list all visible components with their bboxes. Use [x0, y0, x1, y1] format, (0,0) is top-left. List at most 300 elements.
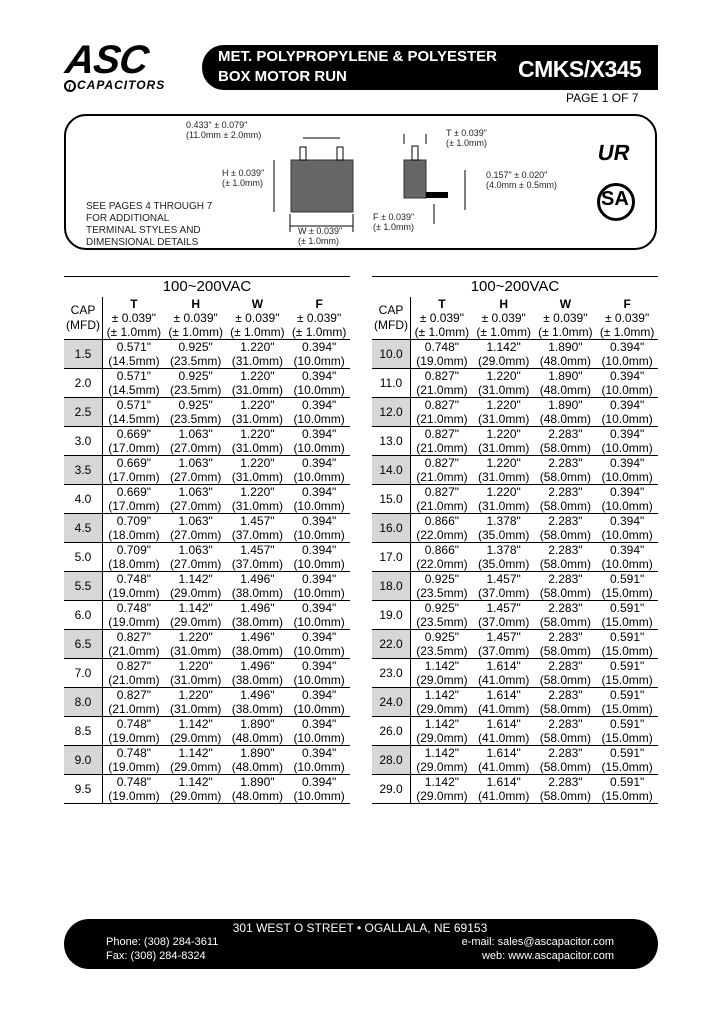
h-value-mm: (31.0mm) — [477, 412, 530, 426]
f-value-mm: (10.0mm) — [601, 383, 653, 397]
table-row — [64, 369, 350, 398]
t-value — [411, 717, 473, 746]
f-value-mm: (10.0mm) — [293, 789, 345, 803]
w-value — [535, 398, 597, 427]
w-value — [227, 746, 289, 775]
w-value — [535, 427, 597, 456]
cap-value: 1.5 — [64, 340, 103, 369]
logo-subtitle-text: CAPACITORS — [77, 78, 166, 92]
dim-height: H ± 0.039" (± 1.0mm) — [222, 168, 265, 188]
h-value — [165, 398, 227, 427]
w-value-mm: (31.0mm) — [231, 354, 284, 368]
w-value-in: 2.283" — [548, 717, 583, 731]
tol-in: ± 0.039" — [481, 311, 526, 325]
w-value-in: 1.890" — [548, 369, 583, 383]
f-value-mm: (10.0mm) — [293, 557, 345, 571]
h-value — [473, 514, 535, 543]
see-pages-note: SEE PAGES 4 THROUGH 7 FOR ADDITIONAL TERMINAL STYLES AND DIMENSIONAL DETAILS — [86, 201, 213, 248]
table-row — [372, 369, 658, 398]
footer-fax: Fax: (308) 284-8324 — [106, 950, 206, 962]
t-value — [103, 572, 165, 601]
f-value-in: 0.591" — [609, 572, 645, 586]
h-value — [165, 630, 227, 659]
t-value-in: 0.709" — [116, 514, 152, 528]
table-row — [372, 427, 658, 456]
t-value-mm: (19.0mm) — [108, 731, 160, 745]
table-row — [372, 485, 658, 514]
h-value-in: 1.142" — [178, 717, 213, 731]
w-value-in: 1.890" — [548, 398, 583, 412]
asc-logo-subtitle — [64, 78, 165, 92]
table-row — [372, 630, 658, 659]
f-value-mm: (10.0mm) — [293, 470, 345, 484]
h-value — [165, 688, 227, 717]
h-value-in: 1.220" — [486, 427, 521, 441]
t-value-in: 0.827" — [116, 630, 152, 644]
f-value — [596, 369, 658, 398]
table-row — [64, 398, 350, 427]
table-row — [372, 688, 658, 717]
t-value — [411, 514, 473, 543]
w-value — [535, 543, 597, 572]
w-value-mm: (58.0mm) — [539, 644, 592, 658]
t-value — [103, 601, 165, 630]
h-value-in: 1.142" — [178, 572, 213, 586]
cap-value: 16.0 — [372, 514, 411, 543]
f-value — [288, 514, 350, 543]
t-value-mm: (18.0mm) — [108, 528, 160, 542]
w-value-in: 1.496" — [240, 601, 275, 615]
w-value-mm: (31.0mm) — [231, 383, 284, 397]
h-value — [165, 659, 227, 688]
h-value — [165, 601, 227, 630]
f-value-in: 0.591" — [609, 688, 645, 702]
t-value-in: 0.866" — [424, 543, 460, 557]
w-value-mm: (58.0mm) — [539, 760, 592, 774]
h-value-in: 1.614" — [486, 746, 521, 760]
w-value — [227, 688, 289, 717]
h-value-in: 1.142" — [178, 746, 213, 760]
t-value-mm: (21.0mm) — [108, 644, 160, 658]
table-row — [64, 543, 350, 572]
table-row — [372, 572, 658, 601]
h-value-in: 0.925" — [178, 340, 213, 354]
h-value-mm: (31.0mm) — [477, 441, 530, 455]
f-value — [288, 746, 350, 775]
cap-value: 22.0 — [372, 630, 411, 659]
w-value-mm: (58.0mm) — [539, 586, 592, 600]
t-value-mm: (14.5mm) — [108, 383, 160, 397]
w-value-in: 1.890" — [240, 775, 275, 789]
f-value-in: 0.394" — [609, 485, 645, 499]
t-value-mm: (22.0mm) — [416, 528, 468, 542]
table-row — [372, 659, 658, 688]
f-value-in: 0.591" — [609, 717, 645, 731]
h-value-in: 1.614" — [486, 775, 521, 789]
f-value-in: 0.394" — [301, 746, 337, 760]
voltage-header: 100~200VAC — [64, 277, 350, 298]
w-value-mm: (48.0mm) — [231, 789, 284, 803]
h-value — [473, 688, 535, 717]
h-value-mm: (41.0mm) — [477, 731, 530, 745]
t-value-mm: (21.0mm) — [108, 673, 160, 687]
asc-logo: ASC — [62, 38, 151, 82]
table-row — [372, 601, 658, 630]
f-value-mm: (10.0mm) — [293, 644, 345, 658]
h-value — [165, 775, 227, 804]
t-value-mm: (19.0mm) — [108, 789, 160, 803]
w-value-in: 2.283" — [548, 456, 583, 470]
f-value-in: 0.394" — [301, 688, 337, 702]
w-value-in: 1.496" — [240, 659, 275, 673]
w-value-in: 1.496" — [240, 630, 275, 644]
w-value — [227, 659, 289, 688]
t-value — [411, 746, 473, 775]
dim-pin-spacing: F ± 0.039" (± 1.0mm) — [373, 212, 415, 232]
f-value-mm: (10.0mm) — [601, 528, 653, 542]
f-value-in: 0.394" — [301, 398, 337, 412]
f-value-mm: (15.0mm) — [601, 702, 653, 716]
h-value — [473, 572, 535, 601]
f-value — [288, 572, 350, 601]
f-value — [596, 514, 658, 543]
w-value — [535, 485, 597, 514]
t-value-in: 0.748" — [116, 572, 152, 586]
h-value-in: 1.142" — [178, 775, 213, 789]
title-line1: MET. POLYPROPYLENE & POLYESTER — [218, 48, 497, 65]
dimension-table-right — [372, 276, 658, 804]
f-value-in: 0.394" — [609, 369, 645, 383]
f-value — [596, 717, 658, 746]
w-value — [535, 572, 597, 601]
t-value-in: 1.142" — [424, 659, 460, 673]
w-value-in: 2.283" — [548, 572, 583, 586]
t-value — [103, 746, 165, 775]
w-value-in: 2.283" — [548, 688, 583, 702]
f-value-mm: (15.0mm) — [601, 731, 653, 745]
f-value-in: 0.591" — [609, 746, 645, 760]
dimension-table-left — [64, 276, 350, 804]
t-value-in: 0.827" — [424, 398, 460, 412]
w-value-mm: (48.0mm) — [539, 412, 592, 426]
h-value-mm: (31.0mm) — [169, 702, 222, 716]
cap-header — [372, 297, 411, 340]
w-value — [227, 427, 289, 456]
w-value-mm: (58.0mm) — [539, 528, 592, 542]
h-value-mm: (29.0mm) — [477, 354, 530, 368]
h-value-in: 1.220" — [178, 659, 213, 673]
tol-in: ± 0.039" — [173, 311, 218, 325]
w-value-mm: (37.0mm) — [231, 528, 284, 542]
t-value — [103, 456, 165, 485]
h-value — [473, 659, 535, 688]
f-value-mm: (10.0mm) — [293, 760, 345, 774]
w-value-mm: (38.0mm) — [231, 644, 284, 658]
table-row — [64, 659, 350, 688]
tol-mm: (± 1.0mm) — [291, 325, 347, 339]
cap-value: 12.0 — [372, 398, 411, 427]
t-value-mm: (23.5mm) — [416, 615, 468, 629]
f-value-in: 0.394" — [301, 485, 337, 499]
f-value — [288, 717, 350, 746]
w-value — [535, 340, 597, 369]
cap-value: 9.5 — [64, 775, 103, 804]
w-value-in: 2.283" — [548, 427, 583, 441]
w-value-mm: (38.0mm) — [231, 586, 284, 600]
f-value — [596, 456, 658, 485]
t-value-in: 1.142" — [424, 746, 460, 760]
w-value — [535, 659, 597, 688]
h-value-in: 1.220" — [486, 398, 521, 412]
h-value — [165, 746, 227, 775]
t-value-mm: (23.5mm) — [416, 644, 468, 658]
h-value-mm: (27.0mm) — [169, 499, 222, 513]
h-value-in: 1.220" — [486, 456, 521, 470]
t-value-mm: (17.0mm) — [108, 499, 160, 513]
t-value-in: 0.827" — [424, 427, 460, 441]
table-row — [372, 398, 658, 427]
tol-mm: (± 1.0mm) — [168, 325, 223, 339]
f-value-in: 0.394" — [301, 369, 337, 383]
h-value — [473, 427, 535, 456]
h-value-mm: (41.0mm) — [477, 673, 530, 687]
f-value-in: 0.394" — [301, 572, 337, 586]
w-value — [535, 775, 597, 804]
w-value-mm: (37.0mm) — [231, 557, 284, 571]
cap-value: 13.0 — [372, 427, 411, 456]
t-value-in: 1.142" — [424, 775, 460, 789]
w-value-mm: (58.0mm) — [539, 470, 592, 484]
w-value-mm: (48.0mm) — [539, 383, 592, 397]
voltage-header: 100~200VAC — [372, 277, 658, 298]
t-value-in: 1.142" — [424, 717, 460, 731]
t-value-mm: (22.0mm) — [416, 557, 468, 571]
h-value-in: 1.457" — [486, 572, 521, 586]
h-value — [473, 717, 535, 746]
h-value — [165, 456, 227, 485]
h-value-mm: (37.0mm) — [477, 586, 530, 600]
t-value-in: 0.925" — [424, 572, 460, 586]
h-value — [165, 369, 227, 398]
table-row — [64, 456, 350, 485]
w-value — [227, 340, 289, 369]
t-value — [103, 427, 165, 456]
cap-value: 5.0 — [64, 543, 103, 572]
h-value-mm: (41.0mm) — [477, 789, 530, 803]
f-value — [288, 369, 350, 398]
t-value-in: 1.142" — [424, 688, 460, 702]
w-value — [227, 775, 289, 804]
w-value-mm: (58.0mm) — [539, 615, 592, 629]
t-value-mm: (14.5mm) — [108, 412, 160, 426]
t-value — [411, 572, 473, 601]
w-value-in: 2.283" — [548, 630, 583, 644]
t-value — [103, 775, 165, 804]
t-value-mm: (21.0mm) — [416, 441, 468, 455]
f-value-in: 0.591" — [609, 601, 645, 615]
footer-web[interactable]: web: www.ascapacitor.com — [481, 950, 614, 962]
title-line2: BOX MOTOR RUN — [218, 68, 347, 85]
w-value — [535, 717, 597, 746]
f-value — [288, 543, 350, 572]
t-value-in: 0.827" — [424, 369, 460, 383]
h-value — [473, 775, 535, 804]
f-value — [596, 427, 658, 456]
w-value-in: 2.283" — [548, 601, 583, 615]
h-value-in: 1.220" — [486, 485, 521, 499]
h-value — [165, 543, 227, 572]
w-value-in: 1.220" — [240, 456, 275, 470]
h-value — [165, 717, 227, 746]
table-row — [372, 746, 658, 775]
w-value-in: 1.457" — [240, 543, 275, 557]
f-value-mm: (10.0mm) — [601, 441, 653, 455]
cap-value: 4.0 — [64, 485, 103, 514]
t-value-in: 0.866" — [424, 514, 460, 528]
h-value-in: 1.220" — [178, 688, 213, 702]
f-value — [596, 659, 658, 688]
cap-value: 10.0 — [372, 340, 411, 369]
f-value-mm: (10.0mm) — [601, 412, 653, 426]
cap-value: 15.0 — [372, 485, 411, 514]
t-value — [411, 601, 473, 630]
t-value — [411, 456, 473, 485]
h-value — [473, 601, 535, 630]
cap-value: 6.0 — [64, 601, 103, 630]
t-value-in: 0.925" — [424, 630, 460, 644]
table-row — [64, 717, 350, 746]
t-value-in: 0.669" — [116, 427, 152, 441]
t-value-mm: (23.5mm) — [416, 586, 468, 600]
h-value-mm: (27.0mm) — [169, 528, 222, 542]
t-value-mm: (14.5mm) — [108, 354, 160, 368]
h-value-in: 1.378" — [486, 514, 521, 528]
f-value-mm: (10.0mm) — [293, 673, 345, 687]
w-value-in: 1.496" — [240, 572, 275, 586]
f-value-mm: (10.0mm) — [601, 557, 653, 571]
f-value-in: 0.591" — [609, 775, 645, 789]
table-row — [64, 630, 350, 659]
f-value — [596, 688, 658, 717]
f-value-in: 0.394" — [301, 543, 337, 557]
f-value-in: 0.394" — [301, 427, 337, 441]
t-value — [103, 485, 165, 514]
tol-mm: (± 1.0mm) — [230, 325, 285, 339]
w-value — [535, 601, 597, 630]
h-value-in: 1.378" — [486, 543, 521, 557]
w-value-in: 2.283" — [548, 775, 583, 789]
w-value-in: 1.496" — [240, 688, 275, 702]
h-value — [473, 485, 535, 514]
h-value-mm: (23.5mm) — [169, 354, 222, 368]
h-value-mm: (27.0mm) — [169, 557, 222, 571]
t-value — [103, 514, 165, 543]
w-value — [227, 369, 289, 398]
t-value-in: 0.748" — [116, 775, 152, 789]
f-value-mm: (10.0mm) — [293, 528, 345, 542]
t-value-in: 0.827" — [424, 456, 460, 470]
f-value — [288, 485, 350, 514]
col-h-header: H — [191, 297, 200, 311]
h-value — [165, 514, 227, 543]
w-value — [535, 514, 597, 543]
f-value-mm: (10.0mm) — [293, 412, 345, 426]
tol-in: ± 0.039" — [543, 311, 588, 325]
h-value-in: 1.063" — [178, 427, 213, 441]
h-value-mm: (27.0mm) — [169, 470, 222, 484]
f-value-mm: (15.0mm) — [601, 789, 653, 803]
h-value — [473, 340, 535, 369]
f-value-mm: (15.0mm) — [601, 615, 653, 629]
col-f-header: F — [623, 297, 631, 311]
cap-value: 6.5 — [64, 630, 103, 659]
h-value-mm: (37.0mm) — [477, 615, 530, 629]
t-value-mm: (29.0mm) — [416, 760, 468, 774]
table-row — [64, 688, 350, 717]
t-value-mm: (19.0mm) — [108, 586, 160, 600]
footer-email[interactable]: e-mail: sales@ascapacitor.com — [461, 936, 614, 948]
mfd-label: (MFD) — [374, 318, 408, 332]
cap-value: 28.0 — [372, 746, 411, 775]
f-value — [288, 340, 350, 369]
w-value — [535, 630, 597, 659]
table-row — [64, 572, 350, 601]
w-value-in: 2.283" — [548, 485, 583, 499]
f-value-mm: (15.0mm) — [601, 760, 653, 774]
table-row — [372, 340, 658, 369]
t-value-in: 0.669" — [116, 456, 152, 470]
f-value — [288, 601, 350, 630]
w-value-mm: (58.0mm) — [539, 557, 592, 571]
table-row — [64, 427, 350, 456]
f-value-in: 0.394" — [301, 514, 337, 528]
w-value-mm: (48.0mm) — [539, 354, 592, 368]
cap-value: 5.5 — [64, 572, 103, 601]
f-value-mm: (10.0mm) — [293, 354, 345, 368]
h-value-in: 1.614" — [486, 717, 521, 731]
w-value-mm: (58.0mm) — [539, 441, 592, 455]
w-value — [535, 746, 597, 775]
t-value-mm: (19.0mm) — [108, 615, 160, 629]
f-value-in: 0.394" — [301, 340, 337, 354]
tol-in: ± 0.039" — [111, 311, 156, 325]
f-value — [596, 746, 658, 775]
h-value — [473, 369, 535, 398]
cap-value: 3.5 — [64, 456, 103, 485]
table-row — [64, 601, 350, 630]
w-value-mm: (31.0mm) — [231, 470, 284, 484]
cap-value: 29.0 — [372, 775, 411, 804]
t-value-mm: (19.0mm) — [416, 354, 468, 368]
h-value-mm: (35.0mm) — [477, 528, 530, 542]
left-table-body — [64, 340, 350, 804]
h-value — [165, 427, 227, 456]
h-value-mm: (27.0mm) — [169, 441, 222, 455]
f-value — [596, 485, 658, 514]
tol-in: ± 0.039" — [235, 311, 280, 325]
cap-value: 17.0 — [372, 543, 411, 572]
col-t-header: T — [438, 297, 446, 311]
w-value-in: 1.220" — [240, 427, 275, 441]
t-value — [103, 543, 165, 572]
t-value-in: 0.925" — [424, 601, 460, 615]
h-value-mm: (29.0mm) — [169, 731, 222, 745]
table-row — [64, 775, 350, 804]
t-value — [411, 398, 473, 427]
w-value — [227, 717, 289, 746]
cap-value: 2.0 — [64, 369, 103, 398]
page-number: PAGE 1 OF 7 — [566, 91, 639, 105]
